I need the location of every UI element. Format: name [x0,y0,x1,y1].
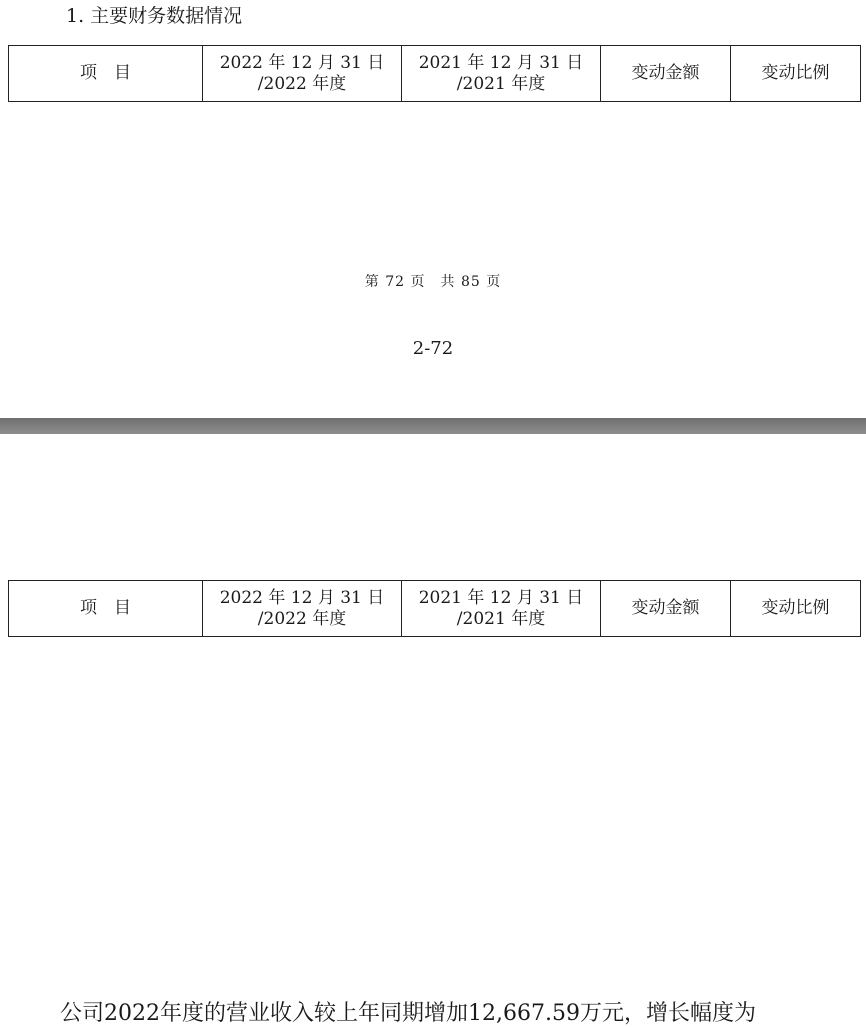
header-2021: 2021 年 12 月 31 日 /2021 年度 [402,581,601,637]
header-2022: 2022 年 12 月 31 日 /2022 年度 [203,46,402,102]
header-2022: 2022 年 12 月 31 日 /2022 年度 [203,581,402,637]
header-change: 变动金额 [601,46,731,102]
page-separator [0,418,866,434]
financial-table-part1 [8,45,861,102]
table-header-row [9,46,861,102]
page-number: 2-72 [412,338,454,359]
header-ratio: 变动比例 [731,581,861,637]
header-item: 项 目 [9,581,203,637]
header-ratio: 变动比例 [731,46,861,102]
header-item: 项 目 [9,46,203,102]
body-paragraph: 公司2022年度的营业收入较上年同期增加12,667.59万元，增长幅度为 [60,1001,756,1026]
financial-table-part2 [8,580,861,637]
header-2021: 2021 年 12 月 31 日 /2021 年度 [402,46,601,102]
section-title: 1. 主要财务数据情况 [66,5,243,27]
header-change: 变动金额 [601,581,731,637]
table-header-row [9,581,861,637]
page-footer: 第 72 页 共 85 页 [364,274,502,290]
